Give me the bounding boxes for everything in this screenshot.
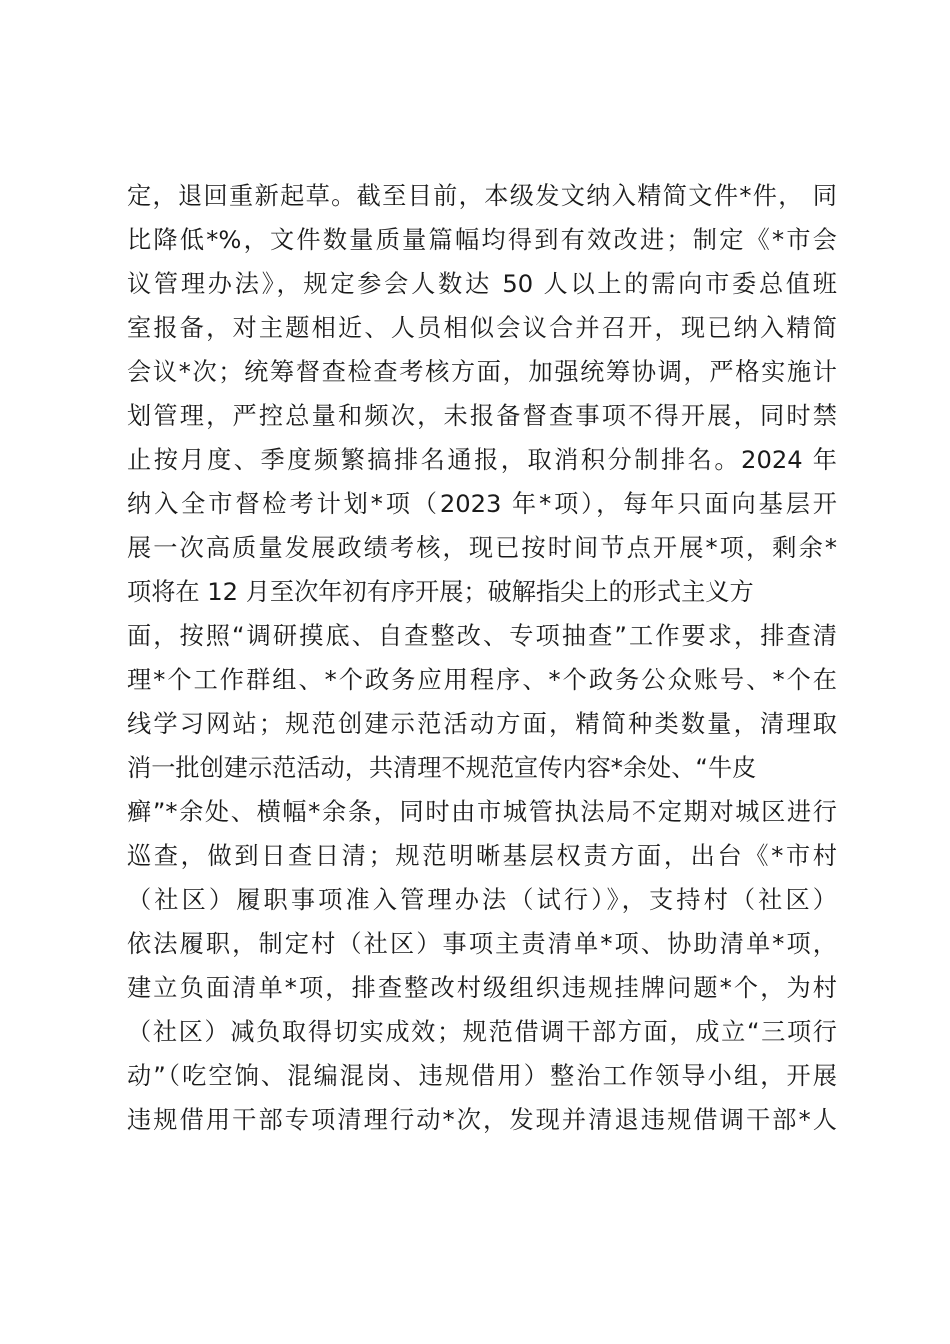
body-paragraph xyxy=(127,174,837,1142)
text-line: 违规借用干部专项清理行动*次，发现并清退违规借调干部*人 xyxy=(127,1106,837,1134)
text-line: 建立负面清单*项，排查整改村级组织违规挂牌问题*个，为村 xyxy=(127,974,837,1002)
text-line: 展一次高质量发展政绩考核，现已按时间节点开展*项，剩余* xyxy=(127,534,837,562)
text-line: （社区）减负取得切实成效；规范借调干部方面，成立“三项行 xyxy=(127,1018,837,1046)
text-line: 定，退回重新起草。截至目前，本级发文纳入精简文件*件， 同 xyxy=(127,182,837,210)
text-line: 面，按照“调研摸底、自查整改、专项抽查”工作要求，排查清 xyxy=(127,622,837,650)
text-line: 比降低*%，文件数量质量篇幅均得到有效改进；制定《*市会 xyxy=(127,226,837,254)
text-line: 项将在 12 月至次年初有序开展；破解指尖上的形式主义方 xyxy=(127,578,754,606)
text-line: 止按月度、季度频繁搞排名通报，取消积分制排名。2024 年 xyxy=(127,446,837,474)
text-line: 议管理办法》，规定参会人数达 50 人以上的需向市委总值班 xyxy=(127,270,837,298)
text-line: 巡查，做到日查日清；规范明晰基层权责方面，出台《*市村 xyxy=(127,842,837,870)
text-line: （社区）履职事项准入管理办法（试行）》，支持村（社区） xyxy=(127,886,837,914)
text-line: 消一批创建示范活动，共清理不规范宣传内容*余处、“牛皮 xyxy=(127,754,757,782)
text-line: 室报备，对主题相近、人员相似会议合并召开，现已纳入精简 xyxy=(127,314,837,342)
text-line: 依法履职，制定村（社区）事项主责清单*项、协助清单*项， xyxy=(127,930,837,958)
text-line: 动”（吃空饷、混编混岗、违规借用）整治工作领导小组，开展 xyxy=(127,1062,837,1090)
text-line: 纳入全市督检考计划*项（2023 年*项），每年只面向基层开 xyxy=(127,490,837,518)
text-line: 癣”*余处、横幅*余条，同时由市城管执法局不定期对城区进行 xyxy=(127,798,837,826)
text-line: 线学习网站；规范创建示范活动方面，精简种类数量，清理取 xyxy=(127,710,837,738)
text-line: 划管理，严控总量和频次，未报备督查事项不得开展，同时禁 xyxy=(127,402,837,430)
text-line: 会议*次；统筹督查检查考核方面，加强统筹协调，严格实施计 xyxy=(127,358,837,386)
text-line: 理*个工作群组、*个政务应用程序、*个政务公众账号、*个在 xyxy=(127,666,837,694)
